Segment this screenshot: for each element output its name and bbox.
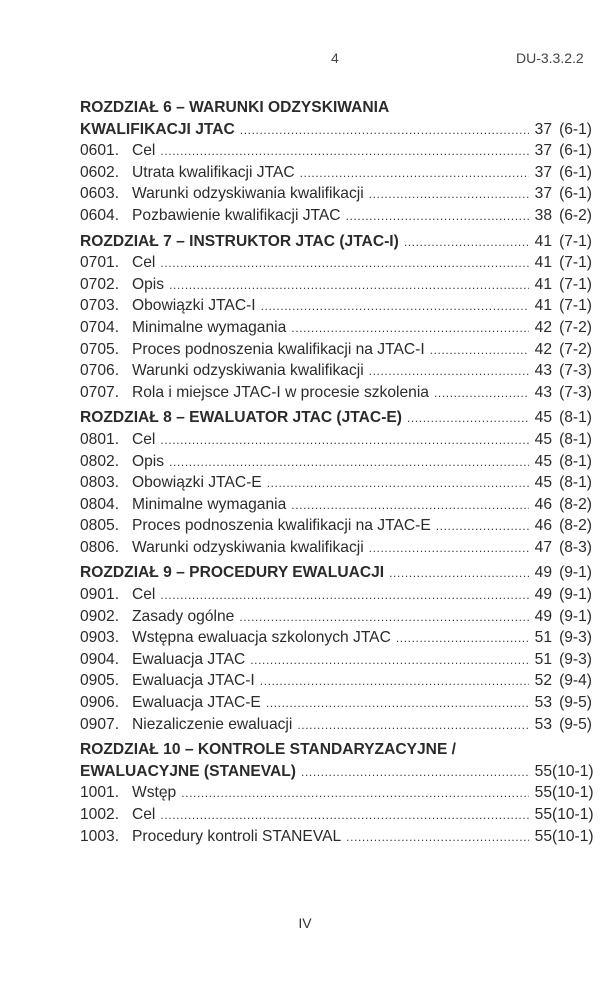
dot-leader (389, 563, 529, 585)
toc-entry[interactable] (80, 295, 592, 317)
entry-number: 1002. (80, 806, 120, 823)
toc-entry[interactable] (80, 274, 592, 296)
entry-page-number: 53 (534, 715, 552, 733)
dot-leader (160, 430, 529, 452)
toc-entry[interactable] (80, 627, 592, 649)
entry-page-number: 43 (534, 362, 552, 380)
entry-title: Pozbawienie kwalifikacji JTAC (132, 206, 341, 224)
entry-number: 0903. (80, 629, 120, 647)
entry-page-number: 41 (534, 275, 552, 293)
entry-title: Obowiązki JTAC-I (132, 297, 256, 315)
toc-entry[interactable] (80, 382, 592, 404)
entry-chapter-page: (9-1) (559, 586, 592, 604)
entry-page-number: 37 (534, 163, 552, 181)
entry-title: Ewaluacja JTAC-I (132, 672, 255, 690)
chapter-heading-row[interactable] (80, 407, 592, 429)
entry-page-number: 53 (534, 694, 552, 712)
entry-number: 0601. (80, 142, 120, 160)
chapter-local-page: (9-1) (559, 564, 592, 582)
entry-page-number: 45 (534, 474, 552, 492)
footer-page-roman: IV (298, 915, 312, 931)
toc-entry[interactable] (80, 782, 592, 804)
entry-chapter-page: (7-2) (559, 340, 592, 358)
toc-entry[interactable] (80, 515, 592, 537)
entry-page-number: 47 (534, 538, 552, 556)
chapter-title-line1[interactable]: ROZDZIAŁ 6 – WARUNKI ODZYSKIWANIA (80, 99, 390, 116)
entry-title: Cel (132, 806, 156, 823)
toc-entry[interactable] (80, 162, 592, 184)
entry-number: 1001. (80, 784, 120, 802)
toc-entry[interactable] (80, 494, 592, 516)
dot-leader (436, 516, 529, 538)
toc-entry[interactable] (80, 584, 592, 606)
entry-chapter-page: (7-3) (559, 362, 592, 380)
dot-leader (369, 361, 529, 383)
entry-title: Cel (132, 254, 156, 272)
entry-title: Cel (132, 430, 156, 448)
entry-number: 0804. (80, 495, 120, 513)
entry-page-number: 51 (534, 650, 552, 668)
toc-entry[interactable] (80, 826, 592, 848)
dot-leader (250, 650, 529, 672)
toc-entry[interactable] (80, 451, 592, 473)
dot-leader (160, 805, 529, 827)
entry-number: 0801. (80, 430, 120, 448)
toc-entry[interactable] (80, 472, 592, 494)
entry-title: Warunki odzyskiwania kwalifikacji (132, 362, 364, 380)
entry-chapter-page: (8-1) (559, 430, 592, 448)
entry-chapter-page: (9-5) (559, 694, 592, 712)
dot-leader (404, 232, 529, 254)
entry-chapter-page: (6-1) (559, 163, 592, 181)
toc-entry[interactable] (80, 140, 592, 162)
entry-title: Wstęp (132, 784, 177, 802)
dot-leader (169, 275, 529, 297)
entry-chapter-page: (8-1) (559, 474, 592, 492)
entry-number: 0703. (80, 297, 120, 315)
chapter-local-page: (10-1) (552, 762, 594, 780)
chapter-page-number: 55 (534, 762, 552, 780)
entry-page-number: 45 (534, 430, 552, 448)
entry-page-number: 49 (534, 586, 552, 604)
table-of-contents (80, 97, 592, 847)
entry-page-number: 49 (534, 607, 552, 625)
toc-entry[interactable] (80, 714, 592, 736)
toc-entry[interactable] (80, 537, 592, 559)
entry-chapter-page: (8-2) (559, 495, 592, 513)
chapter-local-page: (6-1) (559, 120, 592, 138)
dot-leader (291, 495, 529, 517)
dot-leader (407, 408, 529, 430)
chapter-heading-row[interactable] (80, 119, 592, 141)
dot-leader (260, 671, 529, 693)
entry-chapter-page: (8-2) (559, 517, 592, 535)
entry-page-number: 55 (534, 806, 552, 823)
entry-chapter-page: (10-1) (552, 827, 594, 845)
entry-number: 0803. (80, 474, 120, 492)
dot-leader (160, 585, 529, 607)
entry-number: 0701. (80, 254, 120, 272)
chapter-page-number: 41 (534, 232, 552, 250)
dot-leader (160, 141, 529, 163)
chapter-local-page: (8-1) (559, 409, 592, 427)
entry-page-number: 41 (534, 297, 552, 315)
entry-chapter-page: (9-5) (559, 715, 592, 733)
dot-leader (301, 762, 529, 784)
entry-number: 1003. (80, 827, 120, 845)
dot-leader (297, 715, 529, 737)
entry-chapter-page: (10-1) (552, 784, 594, 802)
entry-title: Cel (132, 586, 156, 604)
entry-chapter-page: (7-1) (559, 254, 592, 272)
entry-page-number: 37 (534, 142, 552, 160)
toc-entry[interactable] (80, 804, 592, 826)
entry-number: 0604. (80, 206, 120, 224)
entry-page-number: 55 (534, 784, 552, 802)
entry-title: Cel (132, 142, 156, 160)
toc-chapter (80, 407, 592, 558)
chapter-local-page: (7-1) (559, 232, 592, 250)
dot-leader (267, 473, 529, 495)
chapter-title: ROZDZIAŁ 9 – PROCEDURY EWALUACJI (80, 564, 385, 582)
entry-chapter-page: (9-3) (559, 650, 592, 668)
toc-chapter (80, 739, 592, 847)
chapter-page-number: 45 (534, 409, 552, 427)
entry-title: Opis (132, 452, 165, 470)
entry-number: 0702. (80, 275, 120, 293)
dot-leader (430, 340, 529, 362)
entry-title: Utrata kwalifikacji JTAC (132, 163, 295, 181)
entry-title: Proces podnoszenia kwalifikacji na JTAC-E (132, 517, 431, 535)
toc-chapter (80, 97, 592, 227)
entry-title: Opis (132, 275, 165, 293)
dot-leader (160, 253, 529, 275)
dot-leader (261, 296, 529, 318)
dot-leader (169, 452, 529, 474)
entry-chapter-page: (9-3) (559, 629, 592, 647)
entry-chapter-page: (9-4) (559, 672, 592, 690)
entry-number: 0602. (80, 163, 120, 181)
chapter-title-line1[interactable]: ROZDZIAŁ 10 – KONTROLE STANDARYZACYJNE / (80, 741, 457, 759)
chapter-title: EWALUACYJNE (STANEVAL) (80, 762, 297, 780)
dot-leader (266, 693, 529, 715)
dot-leader (240, 120, 529, 142)
dot-leader (434, 383, 529, 405)
dot-leader (346, 206, 529, 228)
header-document-code: DU-3.3.2.2 (516, 50, 584, 66)
toc-chapter (80, 562, 592, 735)
toc-entry[interactable] (80, 606, 592, 628)
toc-entry[interactable] (80, 649, 592, 671)
entry-chapter-page: (6-1) (559, 142, 592, 160)
entry-number: 0603. (80, 185, 120, 203)
entry-title: Niezaliczenie ewaluacji (132, 715, 293, 733)
entry-chapter-page: (7-1) (559, 275, 592, 293)
entry-number: 0906. (80, 694, 120, 712)
entry-title: Zasady ogólne (132, 607, 235, 625)
toc-entry[interactable] (80, 252, 592, 274)
entry-number: 0802. (80, 452, 120, 470)
entry-chapter-page: (7-2) (559, 318, 592, 336)
entry-number: 0905. (80, 672, 120, 690)
dot-leader (369, 538, 529, 560)
entry-title: Minimalne wymagania (132, 318, 287, 336)
entry-title: Rola i miejsce JTAC-I w procesie szkolenia (132, 383, 429, 401)
dot-leader (239, 607, 529, 629)
entry-page-number: 38 (534, 206, 552, 224)
entry-chapter-page: (10-1) (552, 806, 594, 823)
chapter-page-number: 49 (534, 564, 552, 582)
toc-entry[interactable] (80, 339, 592, 361)
entry-title: Warunki odzyskiwania kwalifikacji (132, 185, 364, 203)
entry-page-number: 41 (534, 254, 552, 272)
entry-title: Wstępna ewaluacja szkolonych JTAC (132, 629, 391, 647)
entry-page-number: 42 (534, 318, 552, 336)
toc-entry[interactable] (80, 183, 592, 205)
chapter-heading-row[interactable] (80, 231, 592, 253)
entry-chapter-page: (6-2) (559, 206, 592, 224)
entry-chapter-page: (8-1) (559, 452, 592, 470)
entry-number: 0805. (80, 517, 120, 535)
entry-page-number: 46 (534, 495, 552, 513)
entry-page-number: 45 (534, 452, 552, 470)
chapter-title: ROZDZIAŁ 8 – EWALUATOR JTAC (JTAC-E) (80, 409, 402, 427)
entry-chapter-page: (6-1) (559, 185, 592, 203)
entry-chapter-page: (9-1) (559, 607, 592, 625)
chapter-page-number: 37 (534, 120, 552, 138)
toc-entry[interactable] (80, 429, 592, 451)
entry-title: Obowiązki JTAC-E (132, 474, 262, 492)
entry-number: 0705. (80, 340, 120, 358)
entry-title: Proces podnoszenia kwalifikacji na JTAC-I (132, 340, 425, 358)
toc-entry[interactable] (80, 205, 592, 227)
header-page-number: 4 (331, 50, 339, 66)
toc-entry[interactable] (80, 670, 592, 692)
entry-number: 0704. (80, 318, 120, 336)
entry-page-number: 55 (534, 827, 552, 845)
dot-leader (346, 827, 529, 849)
dot-leader (291, 318, 529, 340)
dot-leader (181, 783, 529, 805)
entry-page-number: 42 (534, 340, 552, 358)
entry-title: Minimalne wymagania (132, 495, 287, 513)
entry-number: 0904. (80, 650, 120, 668)
entry-page-number: 46 (534, 517, 552, 535)
entry-number: 0907. (80, 715, 120, 733)
chapter-title: ROZDZIAŁ 7 – INSTRUKTOR JTAC (JTAC-I) (80, 232, 399, 250)
entry-page-number: 43 (534, 383, 552, 401)
entry-title: Warunki odzyskiwania kwalifikacji (132, 538, 364, 556)
entry-title: Ewaluacja JTAC-E (132, 694, 261, 712)
entry-page-number: 51 (534, 629, 552, 647)
entry-page-number: 37 (534, 185, 552, 203)
entry-chapter-page: (8-3) (559, 538, 592, 556)
toc-entry[interactable] (80, 692, 592, 714)
entry-number: 0901. (80, 586, 120, 604)
entry-chapter-page: (7-1) (559, 297, 592, 315)
entry-number: 0706. (80, 362, 120, 380)
dot-leader (300, 163, 529, 185)
entry-number: 0902. (80, 607, 120, 625)
entry-number: 0806. (80, 538, 120, 556)
entry-chapter-page: (7-3) (559, 383, 592, 401)
dot-leader (396, 628, 529, 650)
entry-title: Ewaluacja JTAC (132, 650, 246, 668)
chapter-heading-row[interactable] (80, 761, 592, 783)
chapter-title: KWALIFIKACJI JTAC (80, 120, 235, 138)
entry-page-number: 52 (534, 672, 552, 690)
toc-entry[interactable] (80, 360, 592, 382)
chapter-heading-row[interactable] (80, 562, 592, 584)
toc-chapter (80, 231, 592, 404)
toc-entry[interactable] (80, 317, 592, 339)
entry-title: Procedury kontroli STANEVAL (132, 827, 342, 845)
entry-number: 0707. (80, 383, 120, 401)
dot-leader (369, 184, 529, 206)
